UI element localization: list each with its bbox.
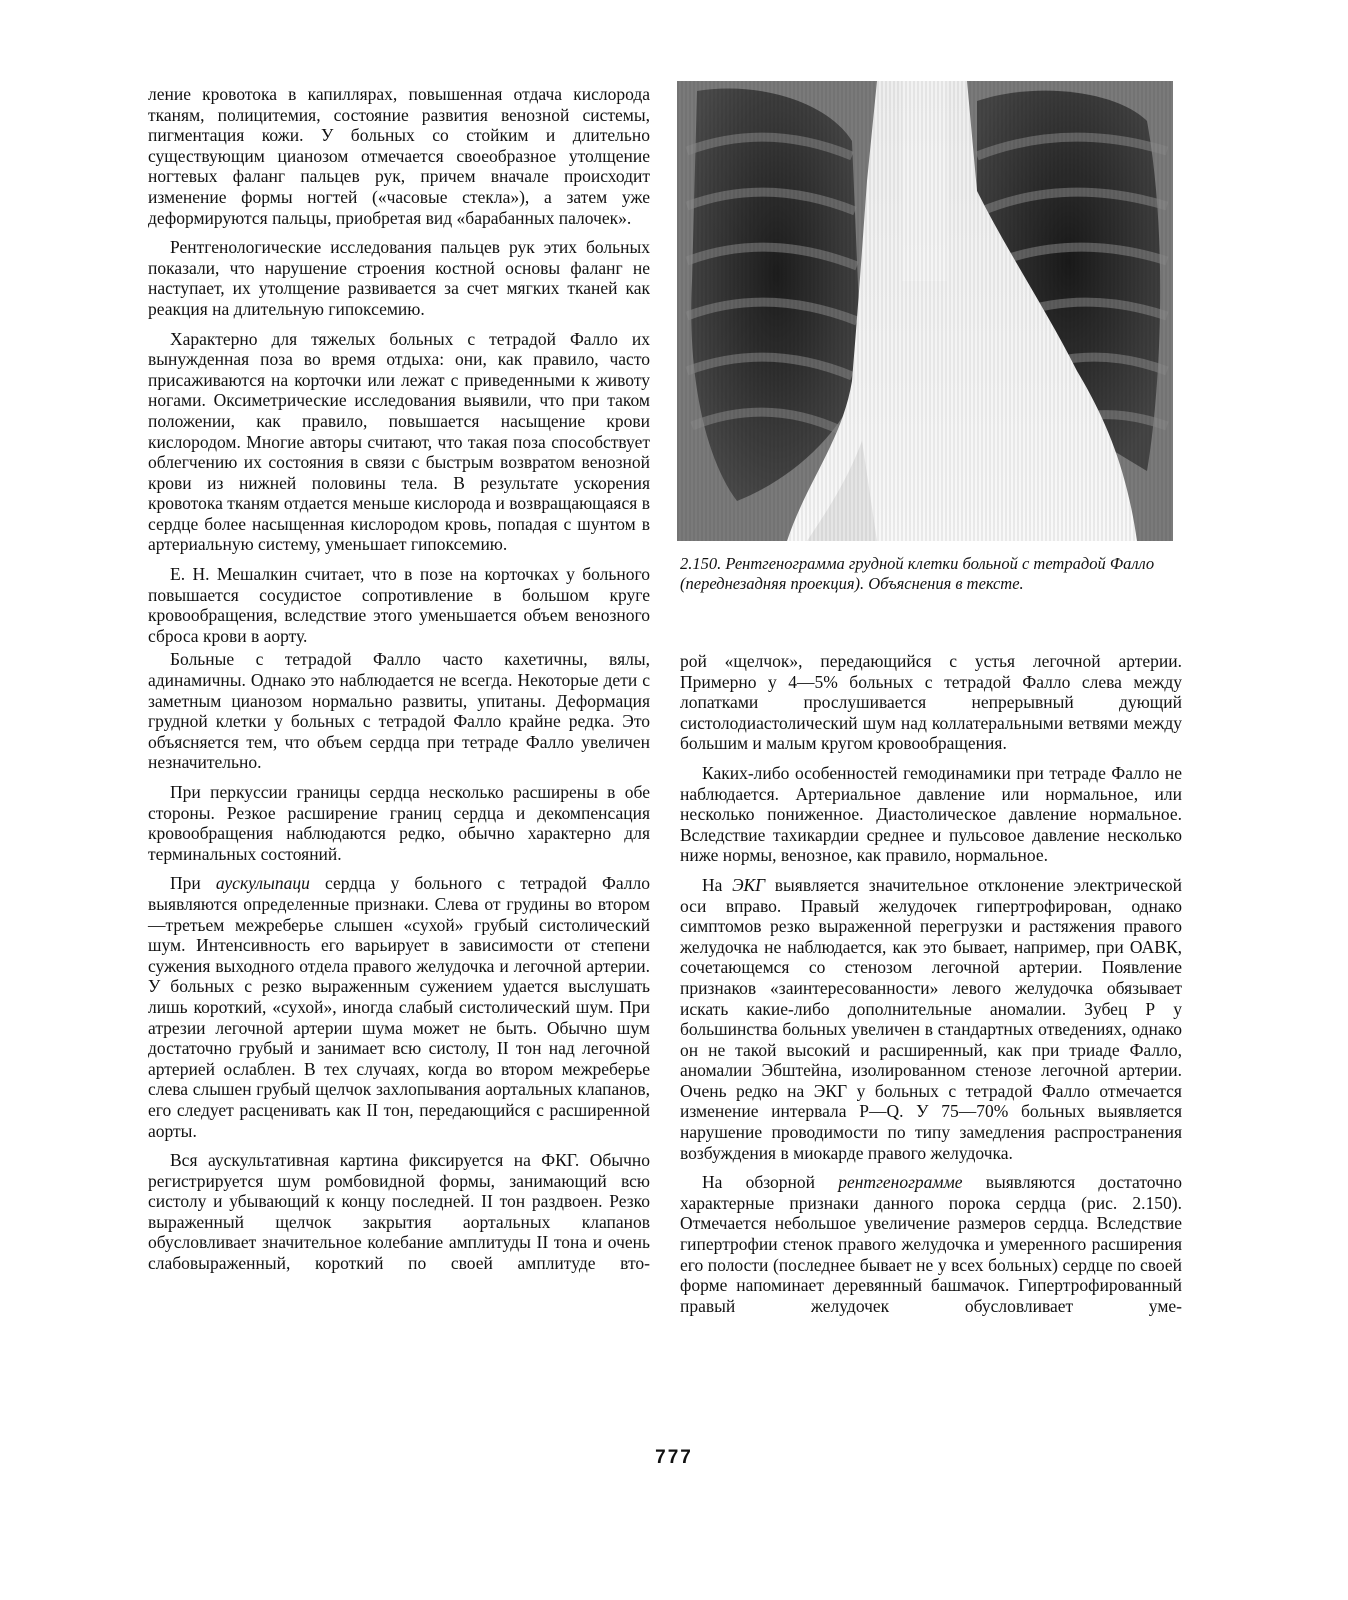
paragraph: [680, 1172, 1182, 1316]
emphasis-term: рентгенограмме: [838, 1172, 963, 1193]
paragraph: [680, 875, 1182, 1163]
paragraph: [148, 873, 650, 1141]
paragraph: ление кровотока в капиллярах, повышенная отдача кислорода тканям, полицитемия, состояние развития венозной системы, пигментация кожи. У больных со стойким и длительно существующим цианозом отмечается своеобразное утолщение ногтевых фаланг пальцев рук, причем вначале происходит изменение формы ногтей («часовые стекла»), а затем уже деформируются пальцы, приобретая вид «барабанных палочек».: [148, 84, 650, 228]
paragraph-body: выявляются достаточно характерные признаки данного порока сердца (рис. 2.150). Отмечается небольшое увеличение размеров сердца. Вследствие гипертрофии стенок правого желудочка и умеренного расширения его полости (последнее бывает не у всех больных) сердце по своей форме напоминает деревянный башмачок. Гипертрофированный правый желудочек обусловливает уме-: [680, 1172, 1182, 1316]
paragraph: При перкуссии границы сердца несколько расширены в обе стороны. Резкое расширение границ сердца и декомпенсация кровообращения наблюдаются редко, обычно характерно для терминальных состояний.: [148, 782, 650, 864]
xray-image: [677, 81, 1173, 541]
figure-caption: 2.150. Рентгенограмма грудной клетки больной с тетрадой Фалло (переднезадняя проекция). Объяснения в тексте.: [680, 554, 1155, 593]
paragraph: Каких-либо особенностей гемодинамики при тетраде Фалло не наблюдается. Артериальное давление или нормальное, или несколько пониженное. Диастолическое давление нормальное. Вследствие тахикардии среднее и пульсовое давление несколько ниже нормы, венозное, как правило, нормальное.: [680, 762, 1182, 866]
emphasis-term: аускулыпаци: [215, 873, 310, 894]
paragraph: Рентгенологические исследования пальцев рук этих больных показали, что нарушение строения костной основы фаланг не наступает, их утолщение развивается за счет мягких тканей как реакция на длительную гипоксемию.: [148, 237, 650, 319]
paragraph: Больные с тетрадой Фалло часто кахетичны, вялы, адинамичны. Однако это наблюдается не всегда. Некоторые дети с заметным цианозом нормально развиты, упитаны. Деформация грудной клетки у больных с тетрадой Фалло крайне редка. Это объясняется тем, что объем сердца при тетраде Фалло увеличен незначительно.: [148, 649, 650, 773]
left-column: [148, 84, 650, 1283]
paragraph-lead: При: [170, 873, 216, 894]
right-column: [680, 651, 1182, 1325]
emphasis-term: ЭКГ: [732, 874, 766, 895]
xray-figure: [677, 81, 1173, 541]
paragraph-body: сердца у больного с тетрадой Фалло выявляются определенные признаки. Слева от грудины во втором—третьем межреберье слышен «сухой» грубый систолический шум. Интенсивность его варьирует в зависимости от степени сужения выходного отдела правого желудочка и легочной артерии. У больных с резко выраженным сужением удается выслушать лишь короткий, «сухой», иногда слабый систолический шум. При атрезии легочной артерии шума может не быть. Обычно шум достаточно грубый и занимает всю систолу, II тон над легочной артерией ослаблен. В тех случаях, когда во втором межреберье слева слышен грубый щелчок захлопывания аортальных клапанов, его следует расценивать как II тон, передающийся с расширенной аорты.: [148, 873, 650, 1141]
page-number: 777: [655, 1447, 693, 1468]
paragraph-lead: На: [702, 874, 733, 895]
paragraph-body: выявляется значительное отклонение электрической оси вправо. Правый желудочек гипертрофирован, однако симптомов резко выраженной перегрузки и растяжения правого желудочка не наблюдается, как это бывает, например, при ОАВК, сочетающемся со стенозом легочной артерии. Появление признаков «заинтересованности» левого желудочка обязывает искать какие-либо дополнительные аномалии. Зубец Р у большинства больных увеличен в стандартных отведениях, однако он не такой высокий и расширенный, как при триаде Фалло, аномалии Эбштейна, изолированном стенозе легочной артерии. Очень редко на ЭКГ у больных с тетрадой Фалло отмечается изменение интервала Р—Q. У 75—70% больных выявляется нарушение проводимости по типу замедления распространения возбуждения в миокарде правого желудочка.: [680, 874, 1183, 1163]
paragraph: Е. Н. Мешалкин считает, что в позе на корточках у больного повышается сосудистое сопротивление в большом круге кровообращения, вследствие этого уменьшается объем венозного сброса крови в аорту.: [148, 564, 650, 646]
paragraph: рой «щелчок», передающийся с устья легочной артерии. Примерно у 4—5% больных с тетрадой Фалло слева между лопатками прослушивается непрерывный дующий систолодиастолический шум над коллатеральными ветвями между большим и малым кругом кровообращения.: [680, 651, 1182, 754]
paragraph: Характерно для тяжелых больных с тетрадой Фалло их вынужденная поза во время отдыха: они, как правило, часто присаживаются на корточки или лежат с приведенными к животу ногами. Оксиметрические исследования выявили, что при таком положении, как правило, повышается насыщение крови кислородом. Многие авторы считают, что такая поза способствует облегчению их состояния в связи с быстрым возвратом венозной крови из нижней половины тела. В результате ускорения кровотока тканям отдается меньше кислорода и возвращающаяся в сердце более насыщенная кислородом кровь, попадая с шунтом в артериальную систему, уменьшает гипоксемию.: [148, 328, 650, 555]
paragraph-lead: На обзорной: [702, 1172, 839, 1193]
paragraph: Вся аускультативная картина фиксируется на ФКГ. Обычно регистрируется шум ромбовидной формы, занимающий всю систолу и убывающий к концу последней. II тон раздвоен. Резко выраженный щелчок закрытия аортальных клапанов обусловливает значительное колебание амплитуды II тона и очень слабовыраженный, короткий по своей амплитуде вто-: [148, 1150, 650, 1274]
